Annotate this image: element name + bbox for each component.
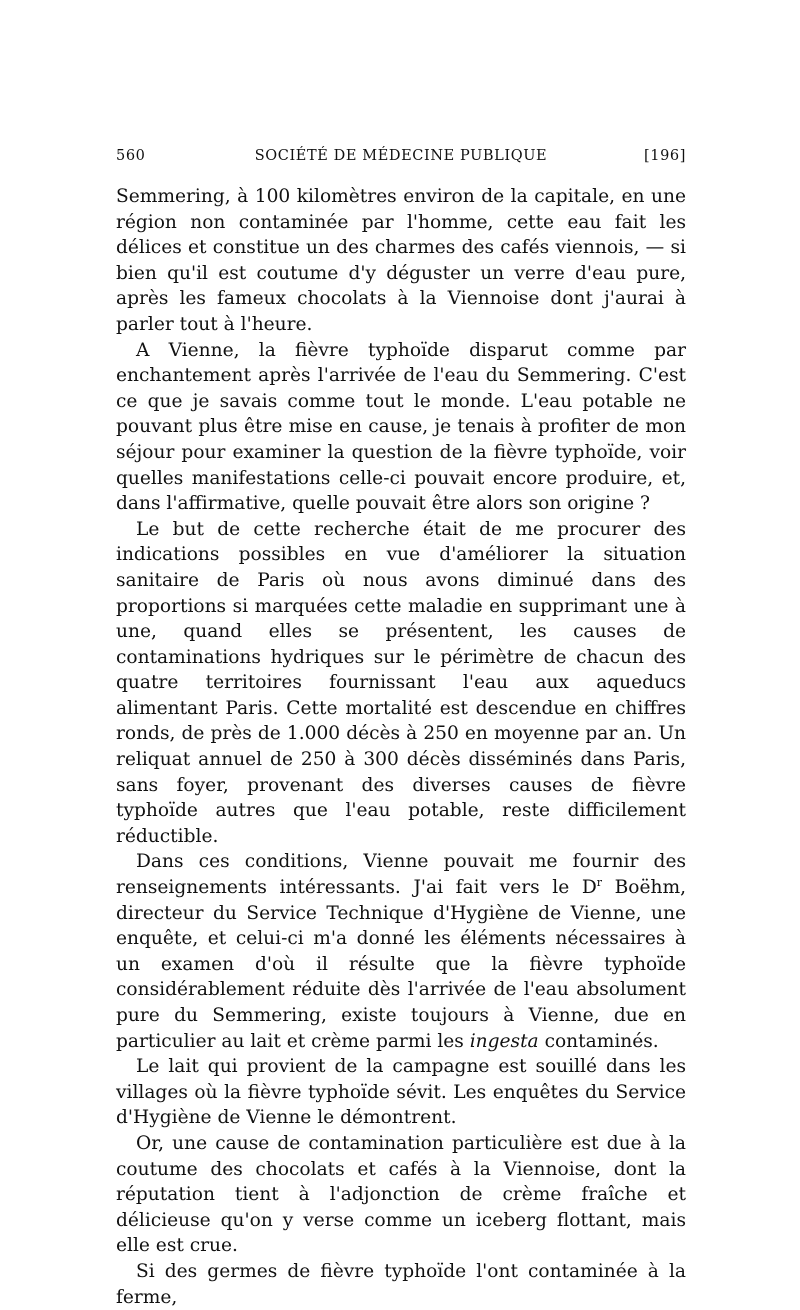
running-title: SOCIÉTÉ DE MÉDECINE PUBLIQUE bbox=[254, 148, 548, 164]
paragraph-4-part-3: contaminés. bbox=[538, 1030, 659, 1052]
paragraph-4 bbox=[116, 849, 686, 1054]
paragraph-6: Or, une cause de contamination particulière est due à la coutume des chocolats et cafés à la Viennoise, dont la réputation tient à l'adjonction de crème fraîche et délicieuse qu'on y verse comme un iceberg flottant, mais elle est crue. bbox=[116, 1132, 686, 1257]
paragraph-5: Le lait qui provient de la campagne est souillé dans les villages où la fièvre typhoïde sévit. Les enquêtes du Service d'Hygiène de Vienne le démontrent. bbox=[116, 1056, 686, 1129]
page bbox=[116, 148, 686, 1310]
paragraph-2: A Vienne, la fièvre typhoïde disparut comme par enchantement après l'arrivée de l'eau du Semmering. C'est ce que je savais comme tout le monde. L'eau potable ne pouvant plus être mise en cause, je tenais à profiter de mon séjour pour examiner la question de la fièvre typhoïde, voir quelles manifestations celle-ci pouvait encore produire, et, dans l'affirmative, quelle pouvait être alors son origine ? bbox=[116, 339, 686, 515]
body-text bbox=[116, 184, 686, 1310]
italic-term: ingesta bbox=[469, 1030, 539, 1052]
section-number: [196] bbox=[644, 148, 686, 164]
paragraph-1: Semmering, à 100 kilomètres environ de la capitale, en une région non contaminée par l'homme, cette eau fait les délices et constitue un des charmes des cafés viennois, — si bien qu'il est coutume d'y déguster un verre d'eau pure, après les fameux chocolats à la Viennoise dont j'aurai à parler tout à l'heure. bbox=[116, 186, 686, 335]
paragraph-7: Si des germes de fièvre typhoïde l'ont contaminée à la ferme, bbox=[116, 1260, 686, 1308]
page-number: 560 bbox=[116, 148, 146, 164]
doctor-abbrev-superscript: r bbox=[596, 875, 602, 889]
running-header bbox=[116, 148, 686, 170]
paragraph-3: Le but de cette recherche était de me procurer des indications possibles en vue d'améliorer la situation sanitaire de Paris où nous avons diminué dans des proportions si marquées cette maladie en supprimant une à une, quand elles se présentent, les causes de contaminations hydriques sur le périmètre de chacun des quatre territoires fournissant l'eau aux aqueducs alimentant Paris. Cette mortalité est descendue en chiffres ronds, de près de 1.000 décès à 250 en moyenne par an. Un reliquat annuel de 250 à 300 décès disséminés dans Paris, sans foyer, provenant des diverses causes de fièvre typhoïde autres que l'eau potable, reste difficilement réductible. bbox=[116, 518, 686, 847]
paragraph-4-part-2: Boëhm, directeur du Service Technique d'Hygiène de Vienne, une enquête, et celui-ci m'a donné les éléments nécessaires à un examen d'où il résulte que la fièvre typhoïde considérablement réduite dès l'arrivée de l'eau absolument pure du Semmering, existe toujours à Vienne, due en particulier au lait et crème parmi les bbox=[116, 877, 686, 1052]
paragraph-4-part-1: Dans ces conditions, Vienne pouvait me fournir des renseignements intéressants. J'ai fait vers le D bbox=[116, 851, 686, 899]
